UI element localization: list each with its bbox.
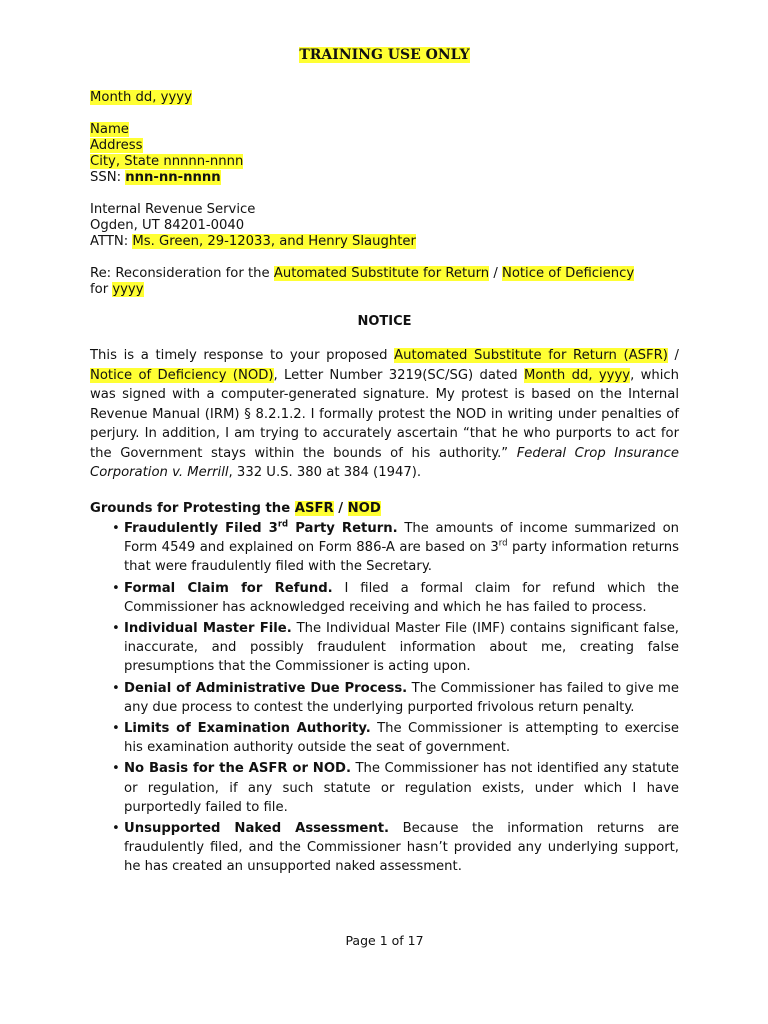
notice-paragraph (90, 346, 679, 483)
item-text: The Individual Master File (IMF) contains significant false, inaccurate, and possibly fraudulent information about me, creating false presumptions that the Commissioner is acting upon. (124, 621, 679, 675)
grounds-heading-asfr: ASFR (294, 501, 334, 516)
recipient-org (90, 202, 255, 218)
re-line (90, 266, 634, 282)
re-separator: / (489, 266, 502, 281)
notice-date: Month dd, yyyy (523, 367, 631, 383)
sender-city-text: City, State nnnnn-nnnn (90, 154, 244, 169)
letter-date-text: Month dd, yyyy (90, 90, 192, 105)
recipient-city-text: Ogden, UT 84201-0040 (90, 218, 245, 233)
notice-heading: NOTICE (357, 314, 412, 329)
bullet: • (112, 821, 120, 837)
item-text: The amounts of income summarized on Form 4549 and explained on Form 886-A are based on 3 (124, 521, 679, 556)
re-prefix: Re: Reconsideration for the (90, 266, 274, 281)
item-text: The Commissioner has not identified any statute or regulation, if any such statute or regulation exists, under which I have purportedly failed to file. (124, 761, 679, 815)
item-text: The Commissioner has failed to give me any due process to contest the underlying purported frivolous return penalty. (124, 680, 679, 715)
list-item (90, 679, 679, 717)
re-asfr: Automated Substitute for Return (273, 266, 490, 281)
notice-nod: Notice of Deficiency (NOD) (90, 367, 274, 383)
item-title: Denial of Administrative Due Process. (124, 680, 408, 696)
page-number: Page 1 of 17 (345, 933, 424, 948)
re-nod: Notice of Deficiency (501, 266, 635, 281)
item-title: Limits of Examination Authority. (124, 721, 371, 737)
ssn-label: SSN: (90, 170, 126, 185)
recipient-org-text: Internal Revenue Service (90, 202, 256, 217)
grounds-heading (90, 500, 381, 518)
notice-text-4: , which was signed with a computer-generated signature. My protest is based on the Internal Revenue Manual (IRM) § 8.2.1.2. I formally protest the NOD in writing under penalties of perjury. In addition, I am trying to accurately ascertain “that he who purports to act for the Government stays within the bounds of his authority.” (90, 367, 679, 461)
list-item (90, 619, 679, 677)
ssn-value: nnn-nn-nnnn (125, 170, 221, 185)
item-title: Unsupported Naked Assessment. (124, 821, 390, 837)
bullet: • (112, 521, 120, 536)
bullet: • (112, 621, 120, 637)
item-title-part: Fraudulently Filed 3 (124, 521, 278, 536)
re-year: yyyy (112, 282, 144, 297)
notice-text-1: This is a timely response to your proposed (90, 348, 395, 363)
item-text-sup: rd (498, 538, 508, 549)
bullet: • (112, 721, 120, 737)
grounds-list (90, 519, 679, 879)
notice-text-5: , 332 U.S. 380 at 384 (1947). (228, 465, 422, 480)
item-title: Individual Master File. (124, 621, 292, 637)
case-citation: Federal Crop Insurance Corporation v. Merrill (90, 445, 679, 480)
recipient-attn (90, 234, 416, 250)
training-banner-text: TRAINING USE ONLY (299, 47, 470, 63)
grounds-heading-prefix: Grounds for Protesting the (90, 501, 295, 516)
recipient-city (90, 218, 244, 234)
item-text: I filed a formal claim for refund which the Commissioner has acknowledged receiving and which he has failed to process. (124, 580, 679, 615)
list-item (90, 719, 679, 757)
sender-name-text: Name (90, 122, 129, 137)
item-title: Formal Claim for Refund. (124, 580, 333, 596)
list-item (90, 759, 679, 817)
item-title-sup: rd (277, 519, 289, 530)
item-title: No Basis for the ASFR or NOD. (124, 761, 352, 777)
list-item (90, 519, 679, 577)
bullet: • (112, 580, 120, 596)
sender-ssn (90, 170, 221, 186)
sender-city-state-zip (90, 154, 243, 170)
notice-asfr: Automated Substitute for Return (ASFR) (394, 348, 668, 363)
re-line-year (90, 282, 144, 298)
letter-date (90, 90, 192, 106)
attn-value: Ms. Green, 29-12033, and Henry Slaughter (132, 234, 416, 249)
item-title-part: Party Return. (288, 521, 398, 536)
bullet: • (112, 761, 120, 777)
item-text: Because the information returns are fraudulently filed, and the Commissioner hasn’t provided any underlying support, he has created an unsupported naked assessment. (124, 821, 679, 875)
list-item (90, 819, 679, 877)
sender-address (90, 138, 143, 154)
grounds-heading-sep: / (333, 501, 348, 516)
grounds-heading-nod: NOD (347, 501, 381, 516)
sender-address-text: Address (90, 138, 143, 153)
notice-text-2: / (667, 348, 679, 363)
list-item (90, 579, 679, 617)
training-banner (90, 46, 679, 64)
item-text: party information returns that were fraudulently filed with the Secretary. (124, 540, 680, 575)
item-text: The Commissioner is attempting to exercise his examination authority outside the seat of government. (124, 721, 679, 756)
attn-label: ATTN: (90, 234, 133, 249)
item-title (124, 521, 398, 536)
bullet: • (112, 680, 120, 696)
notice-text-3: , Letter Number 3219(SC/SG) dated (273, 367, 524, 383)
re-for: for (90, 282, 113, 297)
sender-name (90, 122, 129, 138)
